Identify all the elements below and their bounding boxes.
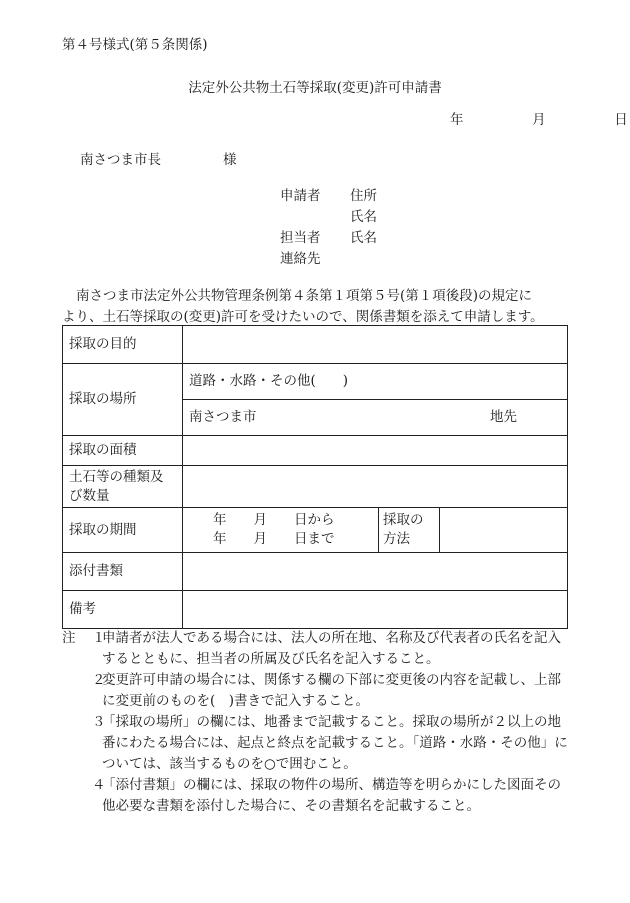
table-row (63, 508, 568, 553)
contact-name-label: 氏名 (350, 230, 377, 246)
note-item (62, 712, 572, 775)
remarks-label: 備考 (63, 591, 183, 629)
note-item (62, 775, 572, 817)
period-dates[interactable] (183, 508, 379, 552)
period-field (183, 508, 568, 553)
place-city: 南さつま市 (189, 409, 257, 425)
table-row (63, 466, 568, 508)
statement-line-1: 南さつま市法定外公共物管理条例第４条第１項第５号(第１項後段)の規定に (76, 288, 533, 304)
note-number: １ (92, 630, 106, 646)
addressee (80, 148, 237, 168)
area-field[interactable] (183, 436, 568, 466)
note-number: ２ (92, 672, 106, 688)
contact-person-label: 担当者 (280, 230, 321, 246)
date-day: 日 (614, 112, 628, 128)
date-month: 月 (532, 112, 546, 128)
place-chiten: 地先 (490, 409, 517, 425)
note-text: 「添付書類」の欄には、採取の物件の場所、構造等を明らかにした図面その他必要な書類を添付した場合に、その書類名を記載すること。 (102, 777, 561, 814)
kind-label: 土石等の種類及び数量 (63, 466, 183, 508)
place-type: 道路・水路・その他( ) (189, 373, 349, 389)
note-text: 変更許可申請の場合には、関係する欄の下部に変更後の内容を記載し、上部に変更前のものを( )書きで記入すること。 (102, 672, 561, 709)
purpose-field[interactable] (183, 326, 568, 364)
name-label: 氏名 (350, 209, 377, 225)
period-from: 年 月 日から (213, 512, 335, 528)
form-number: 第４号様式(第５条関係) (62, 37, 208, 53)
note-number: ４ (92, 777, 106, 793)
contact-label: 連絡先 (280, 251, 321, 267)
remarks-field[interactable] (183, 591, 568, 629)
note-item (62, 670, 572, 712)
area-label: 採取の面積 (63, 436, 183, 466)
purpose-label: 採取の目的 (63, 326, 183, 364)
form-title: 法定外公共物土石等採取(変更)許可申請書 (188, 80, 442, 96)
note-text: 「採取の場所」の欄には、地番まで記載すること。採取の場所が２以上の地番にわたる場合には、起点と終点を記載すること。「道路・水路・その他」については、該当するものを○で囲むこと。 (102, 714, 568, 772)
note-item (62, 628, 572, 670)
place-address (183, 399, 567, 435)
note-number: ３ (92, 714, 106, 730)
method-field[interactable] (440, 508, 567, 552)
address-label: 住所 (350, 188, 377, 204)
table-row (63, 326, 568, 364)
method-label: 採取の方法 (379, 508, 440, 552)
notes-section (62, 628, 572, 817)
addressee-name: 南さつま市長 (80, 152, 161, 168)
date-year: 年 (450, 112, 464, 128)
kind-field[interactable] (183, 466, 568, 508)
table-row (63, 591, 568, 629)
attachments-field[interactable] (183, 553, 568, 591)
table-row (63, 364, 568, 436)
table-row (63, 436, 568, 466)
place-label: 採取の場所 (63, 364, 183, 436)
period-label: 採取の期間 (63, 508, 183, 553)
place-field[interactable] (183, 364, 568, 436)
addressee-honorific: 様 (223, 152, 237, 168)
note-text: 申請者が法人である場合には、法人の所在地、名称及び代表者の氏名を記入するとともに、担当者の所属及び氏名を記入すること。 (102, 630, 561, 667)
date-line (450, 108, 628, 128)
table-row (63, 553, 568, 591)
attachments-label: 添付書類 (63, 553, 183, 591)
application-statement (62, 286, 568, 328)
period-to: 年 月 日まで (213, 531, 335, 547)
statement-line-2: より、土石等採取の(変更)許可を受けたいので、関係書類を添えて申請します。 (62, 309, 544, 325)
notes-heading: 注 (62, 630, 76, 646)
applicant-label: 申請者 (280, 188, 321, 204)
application-table (62, 325, 568, 629)
